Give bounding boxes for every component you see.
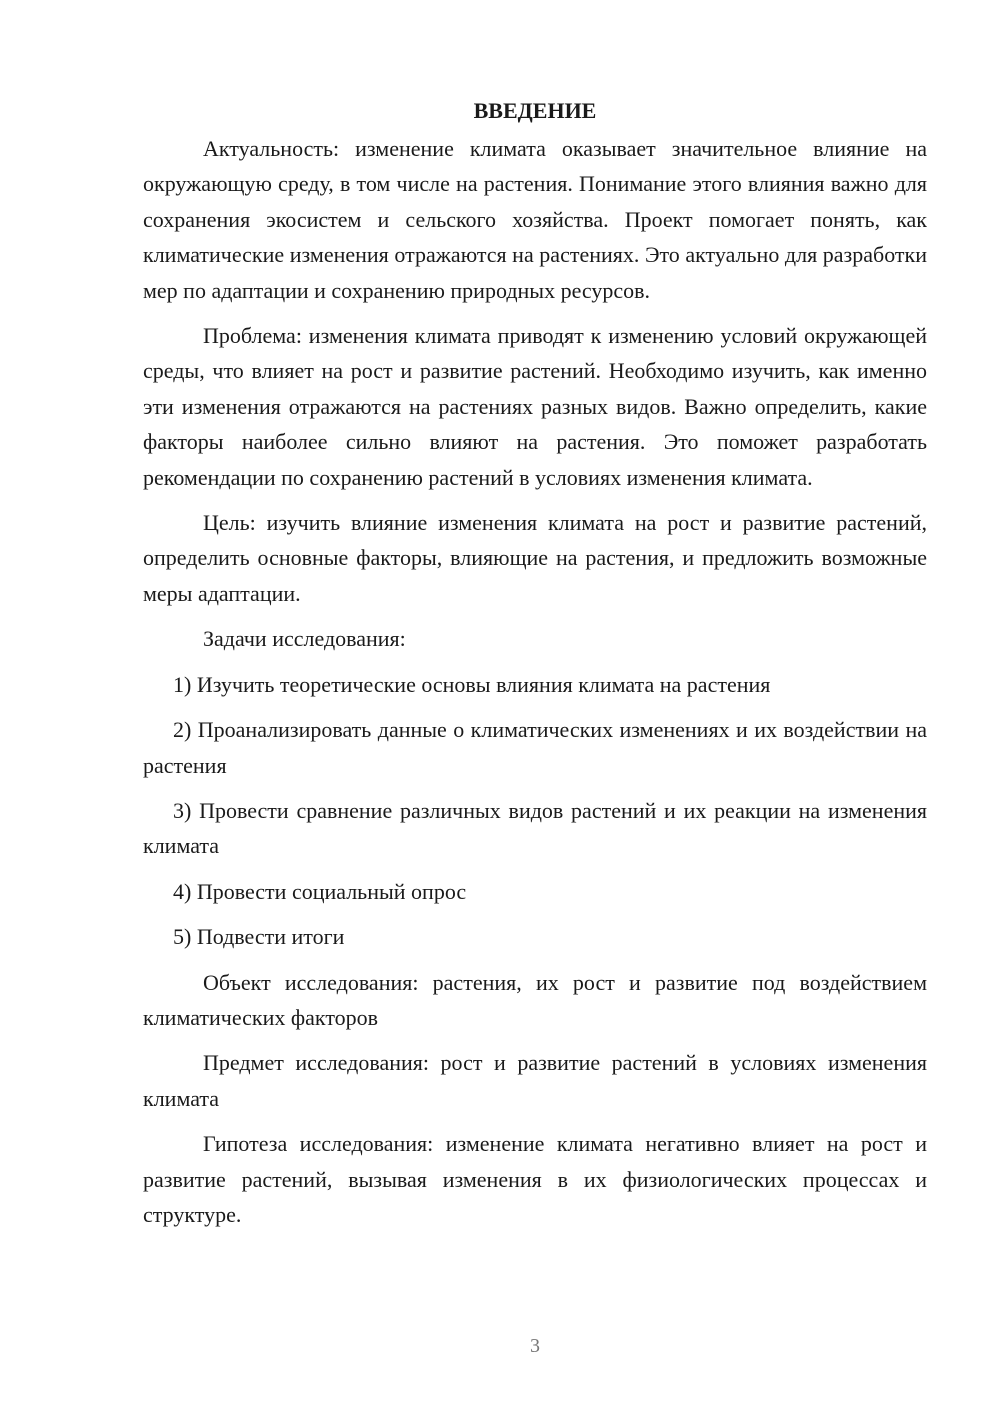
- paragraph-hypothesis: Гипотеза исследования: изменение климата негативно влияет на рост и развитие растений, вызывая изменения в их физиологических процессах и структуре.: [143, 1131, 927, 1227]
- paragraph-problem: Проблема: изменения климата приводят к изменению условий окружающей среды, что влияет на рост и развитие растений. Необходимо изучить, как именно эти изменения отражаются на растениях разных видов. Важно определить, какие факторы наиболее сильно влияют на растения. Это поможет разработать рекомендации по сохранению растений в условиях изменения климата.: [143, 323, 927, 490]
- task-item: 3) Провести сравнение различных видов растений и их реакции на изменения климата: [143, 797, 927, 859]
- paragraph-goal: Цель: изучить влияние изменения климата на рост и развитие растений, определить основные факторы, влияющие на растения, и предложить возможные меры адаптации.: [143, 510, 927, 606]
- tasks-heading: Задачи исследования:: [203, 626, 406, 652]
- task-item: 5) Подвести итоги: [173, 924, 345, 950]
- paragraph-subject: Предмет исследования: рост и развитие растений в условиях изменения климата: [143, 1050, 927, 1111]
- paragraph-object: Объект исследования: растения, их рост и развитие под воздействием климатических факторов: [143, 969, 927, 1030]
- page-content: [143, 96, 927, 1242]
- task-item: 1) Изучить теоретические основы влияния климата на растения: [173, 671, 771, 697]
- paragraph-relevance: Актуальность: изменение климата оказывает значительное влияние на окружающую среду, в том числе на растения. Понимание этого влияния важно для сохранения экосистем и сельского хозяйства. Проект помогает понять, как климатические изменения отражаются на растениях. Это актуально для разработки мер по адаптации и сохранению природных ресурсов.: [143, 136, 927, 303]
- page-number: 3: [530, 1335, 540, 1357]
- task-item: 2) Проанализировать данные о климатических изменениях и их воздействии на растения: [143, 717, 927, 778]
- section-title: ВВЕДЕНИЕ: [473, 98, 597, 123]
- task-item: 4) Провести социальный опрос: [173, 878, 467, 904]
